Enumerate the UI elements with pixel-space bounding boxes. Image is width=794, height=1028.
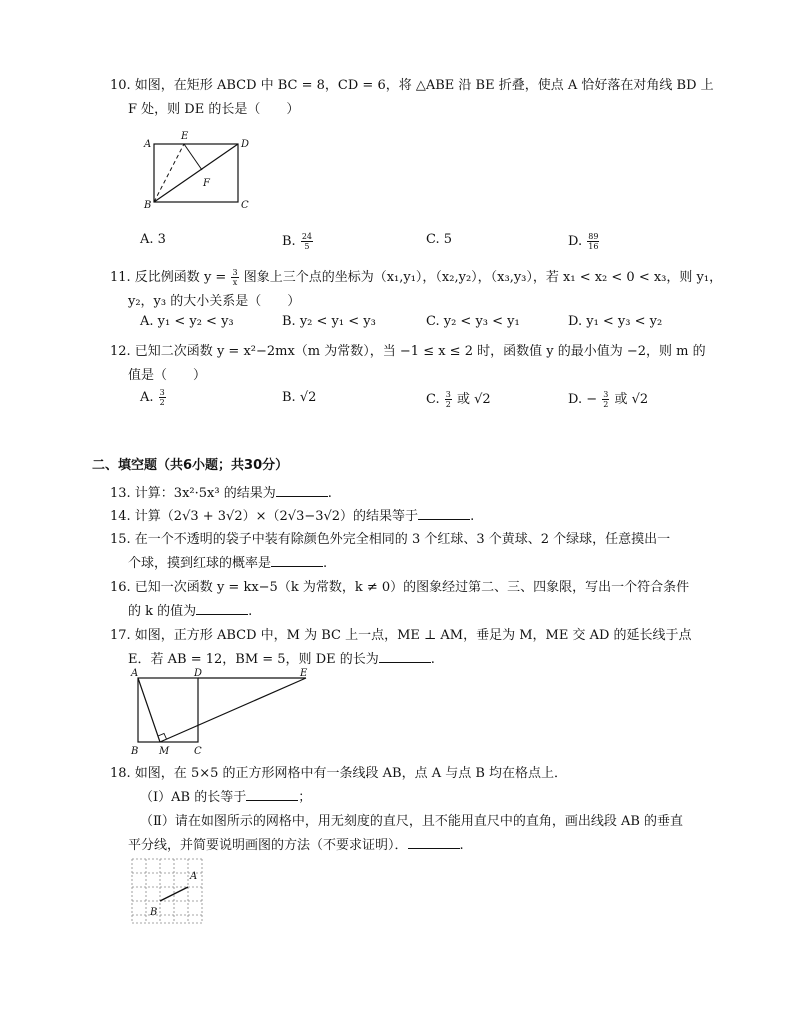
q11-option-c: C. y₂ < y₃ < y₁ [426, 314, 520, 329]
q10-label-a: A [144, 139, 152, 150]
q17-label-e: E [300, 668, 308, 679]
q10-option-c: C. 5 [426, 232, 453, 247]
q12-option-a: A. $\frac{3}{2}$ [140, 388, 165, 407]
q15-line1: 15. 在一个不透明的袋子中装有除颜色外完全相同的 3 个红球、3 个黄球、2 个绿球，任意摸出一 [110, 532, 671, 547]
q16-line1: 16. 已知一次函数 y = kx−5（k 为常数，k ≠ 0）的图象经过第二、三、四象限，写出一个符合条件 [110, 580, 690, 595]
q10-line1: 10. 如图，在矩形 ABCD 中 BC = 8，CD = 6，将 △ABE 沿 BE 折叠，使点 A 恰好落在对角线 BD 上 [110, 78, 714, 93]
q18-line1: 18. 如图，在 5×5 的正方形网格中有一条线段 AB，点 A 与点 B 均在格点上． [110, 766, 568, 781]
q17-figure [128, 666, 318, 758]
q17-label-a: A [131, 668, 139, 679]
q10-line2: F 处，则 DE 的长是（ ） [128, 102, 300, 117]
q17-label-c: C [194, 746, 202, 757]
q10-label-b: B [144, 200, 152, 211]
q10-option-d: D. $\frac{89}{16}$ [568, 232, 599, 251]
q11-line2: y₂，y₃ 的大小关系是（ ） [128, 294, 301, 309]
q16-line2: 的 k 的值为 . [128, 604, 253, 619]
q12-option-c: C. $\frac{3}{2}$ 或 √2 [426, 390, 491, 409]
q18-grid-figure [128, 855, 208, 927]
q18-line2: （Ⅰ）AB 的长等于 ； [140, 790, 312, 805]
q11-option-a: A. y₁ < y₂ < y₃ [140, 314, 234, 329]
section-2-title: 二、填空题（共6小题；共30分） [92, 458, 289, 473]
q10-option-a: A. 3 [140, 232, 166, 247]
q10-label-c: C [241, 200, 249, 211]
q18-line4: 平分线，并简要说明画图的方法（不要求证明）． . [128, 838, 464, 853]
q10-label-d: D [241, 139, 250, 150]
q11-line1: 11. 反比例函数 y = $\frac{3}{x}$ 图象上三个点的坐标为（x₁,y₁），（x₂,y₂），（x₃,y₃），若 x₁ < x₂ < 0 < x₃，则 y₁， [110, 268, 723, 287]
q10-option-b: B. $\frac{24}{5}$ [282, 232, 313, 251]
q14-line: 14. 计算（2√3 + 3√2）×（2√3−3√2）的结果等于 . [110, 509, 475, 524]
q12-option-d: D. − $\frac{3}{2}$ 或 √2 [568, 390, 649, 409]
q12-line1: 12. 已知二次函数 y = x²−2mx（m 为常数），当 −1 ≤ x ≤ 2 时，函数值 y 的最小值为 −2，则 m 的 [110, 344, 706, 359]
q10-label-f: F [203, 178, 210, 189]
q18-line3: （Ⅱ）请在如图所示的网格中，用无刻度的直尺，且不能用直尺中的直角，画出线段 AB 的垂直 [140, 814, 684, 829]
q18-label-a: A [190, 871, 198, 882]
q17-label-b: B [131, 746, 139, 757]
q11-option-b: B. y₂ < y₁ < y₃ [282, 314, 376, 329]
q18-label-b: B [150, 907, 158, 918]
q17-label-d: D [194, 668, 203, 679]
q10-label-e: E [181, 131, 189, 142]
q12-option-b: B. √2 [282, 390, 317, 405]
q17-line2: E．若 AB = 12，BM = 5，则 DE 的长为 . [128, 652, 435, 667]
q11-option-d: D. y₁ < y₃ < y₂ [568, 314, 663, 329]
q17-line1: 17. 如图，正方形 ABCD 中，M 为 BC 上一点，ME ⊥ AM，垂足为 M，ME 交 AD 的延长线于点 [110, 628, 692, 643]
q10-figure [140, 128, 260, 212]
q15-line2: 个球，摸到红球的概率是 . [128, 556, 328, 571]
q12-line2: 值是（ ） [128, 368, 207, 383]
q13-line: 13. 计算：3x²·5x³ 的结果为 . [110, 486, 332, 501]
q17-label-m: M [159, 746, 170, 757]
